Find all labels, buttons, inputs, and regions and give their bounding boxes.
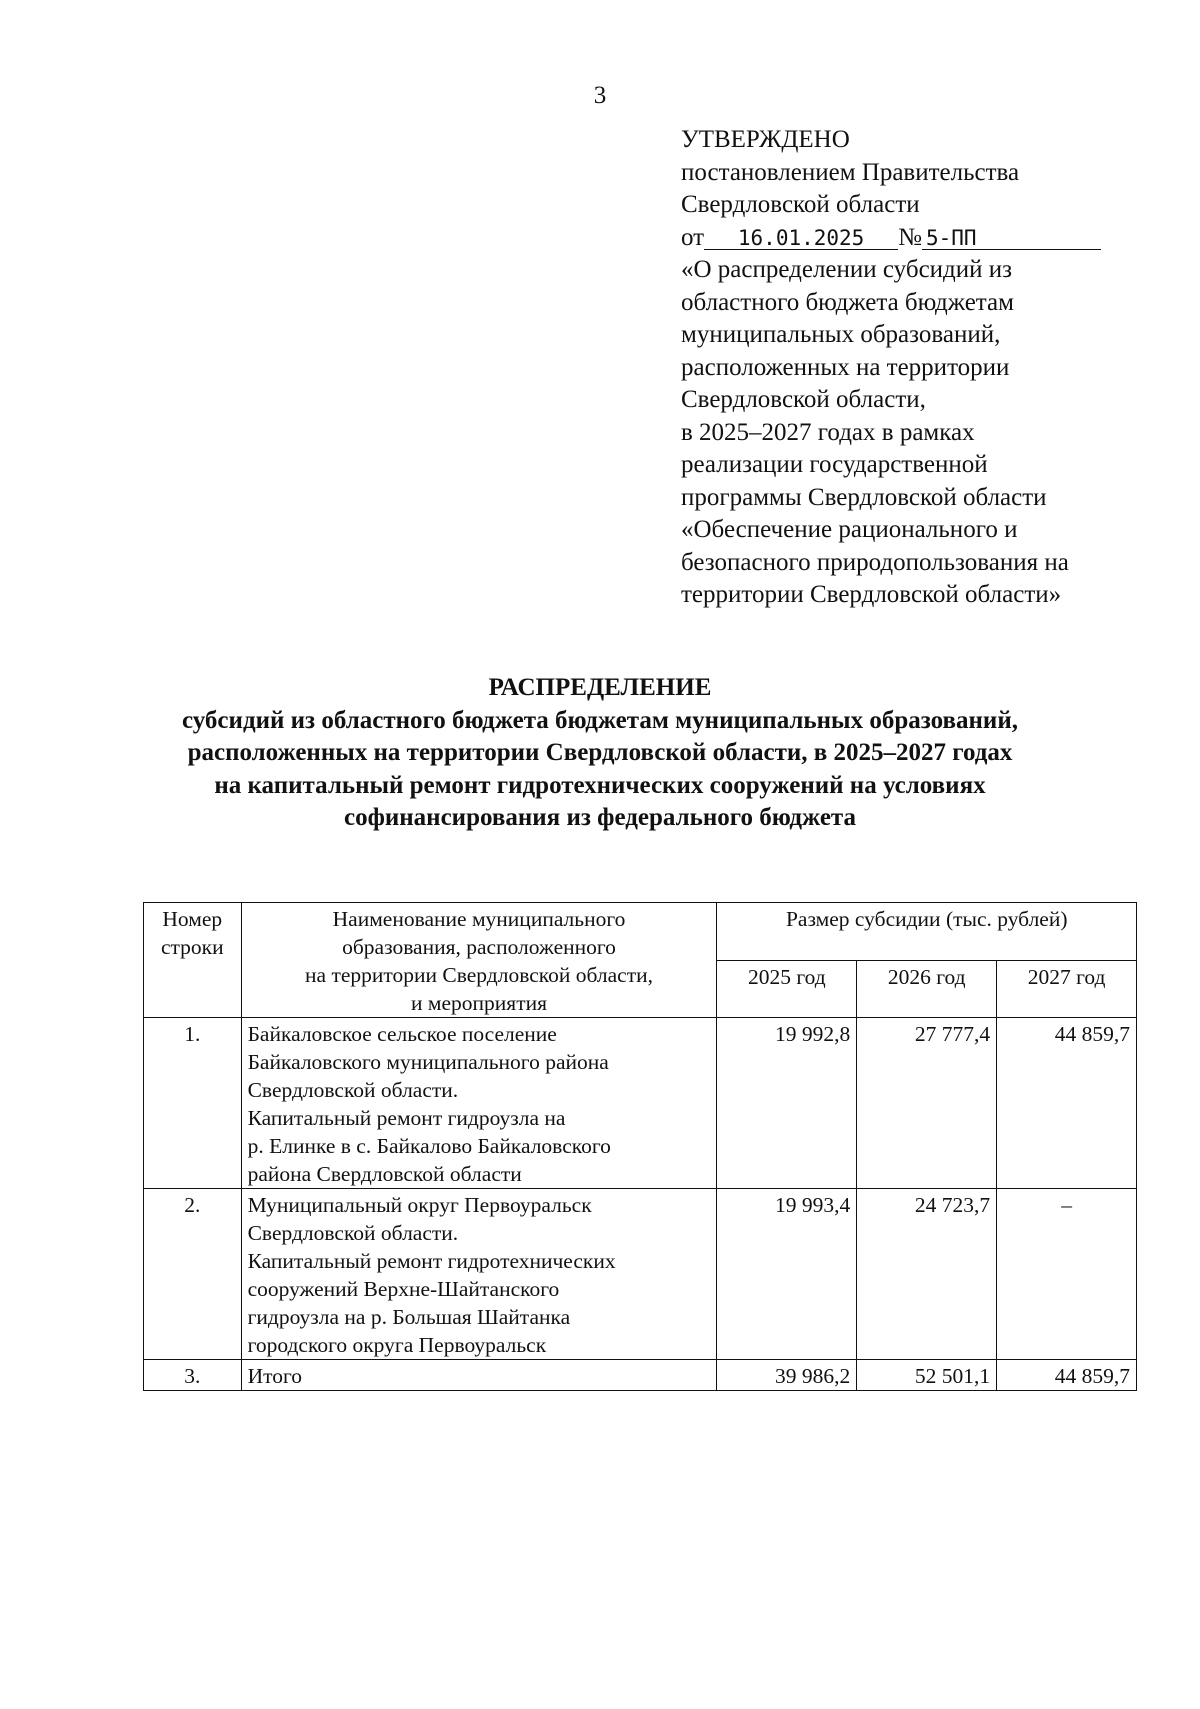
decree-title-line: территории Свердловской области»: [681, 581, 1062, 608]
row-name-line: Свердловской области.: [247, 1078, 459, 1102]
row-name-line: Муниципальный округ Первоуральск: [247, 1193, 592, 1217]
row-name-line: гидроузла на р. Большая Шайтанка: [247, 1305, 571, 1329]
row-name-line: городского округа Первоуральск: [247, 1333, 547, 1357]
decree-title-line: в 2025–2027 годах в рамках: [681, 418, 975, 446]
header-year-2025: 2025 год: [717, 960, 857, 1018]
row-name-line: Байкаловского муниципального района: [247, 1050, 609, 1074]
decree-title-line: расположенных на территории: [681, 353, 1010, 381]
value-2025: 39 986,2: [717, 1360, 857, 1391]
value-2025: 19 993,4: [717, 1189, 857, 1360]
decree-number: 5-ПП: [922, 227, 1101, 250]
row-number: 2.: [144, 1189, 242, 1360]
header-subsidy-size: Размер субсидии (тыс. рублей): [717, 903, 1137, 961]
header-text: строки: [160, 935, 224, 959]
value-2027: 44 859,7: [997, 1018, 1137, 1189]
value-2025: 19 992,8: [717, 1018, 857, 1189]
title-line: софинансирования из федерального бюджета: [343, 804, 857, 831]
header-text: Номер: [162, 907, 223, 931]
approval-line-1: постановлением Правительства: [681, 158, 1020, 186]
value-2026: 27 777,4: [857, 1018, 997, 1189]
header-year-2027: 2027 год: [997, 960, 1137, 1018]
row-name-line: Капитальный ремонт гидротехнических: [247, 1249, 616, 1273]
title-line: расположенных на территории Свердловской области, в 2025–2027 годах: [187, 739, 1013, 766]
header-text: Наименование муниципального: [332, 907, 626, 931]
approval-line-2: Свердловской области: [681, 191, 920, 218]
row-name: [241, 1360, 717, 1391]
decree-date-number-line: [681, 222, 1181, 255]
decree-title-line: «О распределении субсидий из: [681, 256, 1013, 283]
header-name: [241, 903, 717, 1018]
document-title: [100, 672, 1100, 835]
header-text: на территории Свердловской области,: [305, 963, 653, 987]
title-line: субсидий из областного бюджета бюджетам муниципальных образований,: [182, 706, 1018, 734]
table-header-row: [144, 903, 1137, 961]
decree-title-line: Свердловской области,: [681, 386, 926, 413]
row-name-line: р. Елинке в с. Байкалово Байкаловского: [247, 1134, 611, 1158]
row-number: 1.: [144, 1018, 242, 1189]
row-number: 3.: [144, 1360, 242, 1391]
table-row: [144, 1189, 1137, 1360]
row-name-line: Свердловской области.: [247, 1221, 459, 1245]
header-row-number: [144, 903, 242, 1018]
number-label: №: [898, 223, 922, 251]
row-name-line: сооружений Верхне-Шайтанского: [247, 1277, 560, 1301]
decree-title-line: «Обеспечение рационального и: [681, 516, 1018, 543]
header-text: и мероприятия: [411, 991, 547, 1015]
table-row: [144, 1018, 1137, 1189]
title-line: на капитальный ремонт гидротехнических сооружений на условиях: [214, 771, 986, 799]
decree-title-line: муниципальных образований,: [681, 321, 1001, 348]
row-name-line: Капитальный ремонт гидроузла на: [247, 1106, 566, 1130]
decree-title-line: областного бюджета бюджетам: [681, 288, 1014, 316]
page-number: 3: [593, 82, 607, 109]
approval-heading: УТВЕРЖДЕНО: [681, 126, 850, 153]
decree-title-line: программы Свердловской области: [681, 483, 1047, 511]
table-row-total: [144, 1360, 1137, 1391]
row-name-line: Байкаловское сельское поселение: [247, 1022, 557, 1046]
decree-title-line: реализации государственной: [681, 451, 988, 478]
row-name-line: Итого: [247, 1364, 302, 1388]
from-label: от: [681, 223, 705, 251]
decree-date: 16.01.2025: [704, 227, 898, 250]
header-text: образования, расположенного: [342, 935, 616, 959]
row-name: [241, 1189, 717, 1360]
title-heading: РАСПРЕДЕЛЕНИЕ: [488, 674, 712, 701]
value-2027: 44 859,7: [997, 1360, 1137, 1391]
decree-title-line: безопасного природопользования на: [681, 548, 1069, 576]
row-name-line: района Свердловской области: [247, 1162, 522, 1186]
approval-block: [681, 124, 1181, 612]
row-name: [241, 1018, 717, 1189]
header-year-2026: 2026 год: [857, 960, 997, 1018]
value-2027: –: [997, 1189, 1137, 1360]
subsidy-table: [143, 902, 1137, 1391]
value-2026: 52 501,1: [857, 1360, 997, 1391]
value-2026: 24 723,7: [857, 1189, 997, 1360]
